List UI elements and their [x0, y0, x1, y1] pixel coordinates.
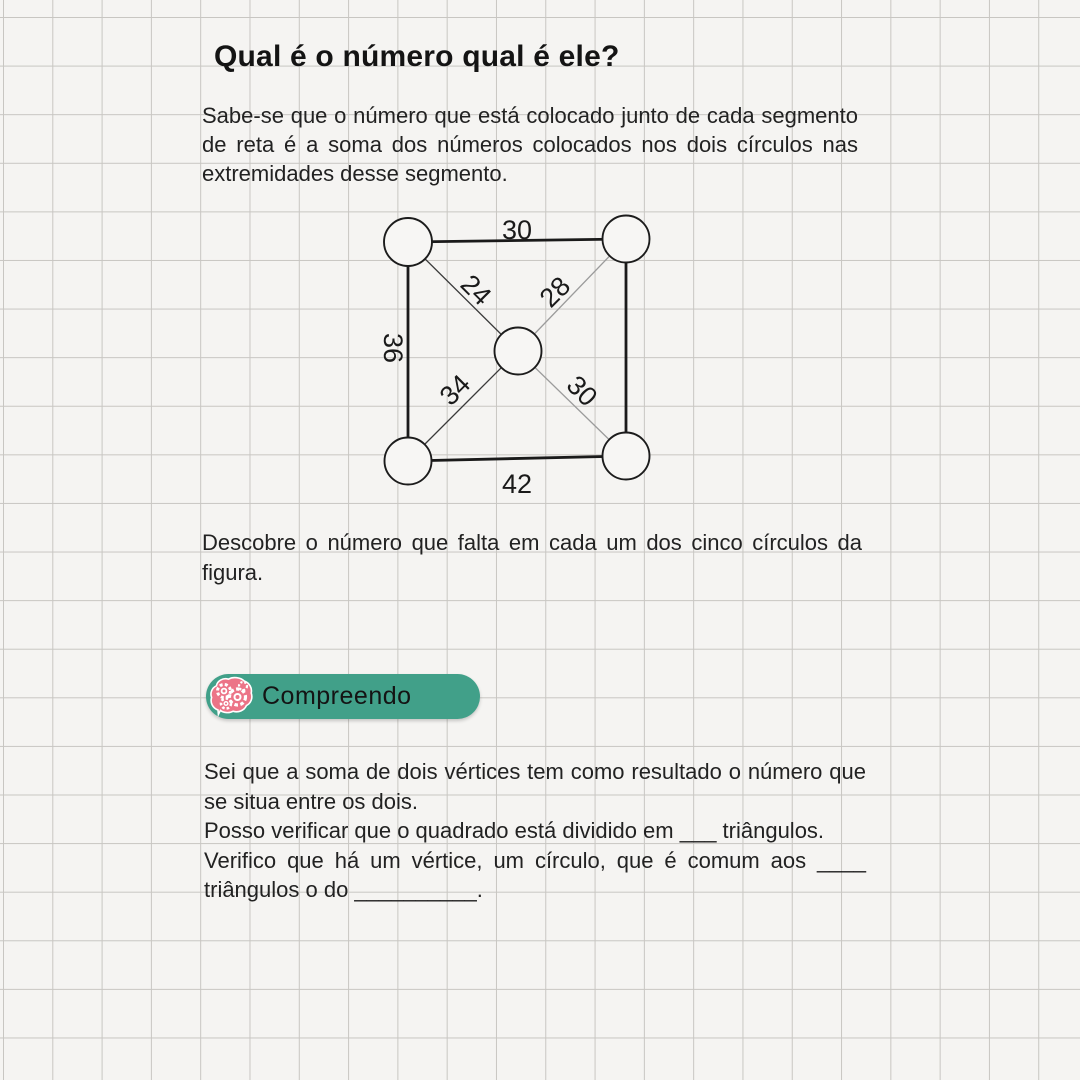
worksheet-sentence-1: Sei que a soma de dois vértices tem como resultado o número que se situa entre os dois.: [204, 759, 866, 814]
node-circle-top-right: [603, 216, 650, 263]
node-circle-bottom-left: [385, 438, 432, 485]
worksheet-sentence-3: Verifico que há um vértice, um círculo, que é comum aos ____ triângulos o do __________.: [204, 847, 866, 902]
task-paragraph: Descobre o número que falta em cada um dos cinco círculos da figura.: [202, 530, 862, 585]
diagonal-label-bottom-right: 30: [560, 369, 604, 413]
edge-bottom-line: [408, 456, 626, 461]
worksheet-sentence-2: Posso verificar que o quadrado está dividido em ___ triângulos.: [204, 818, 825, 843]
compreendo-button-label: Compreendo: [262, 682, 412, 710]
edge-label-top: 30: [501, 215, 533, 245]
edge-label-bottom: 42: [501, 469, 533, 499]
intro-paragraph: Sabe-se que o número que está colocado junto de cada segmento de reta é a soma dos números colocados nos dois círculos nas extremidades desse segmento.: [202, 103, 858, 186]
compreendo-button[interactable]: [206, 674, 480, 719]
node-circle-center: [495, 328, 542, 375]
diagonal-label-bottom-left: 34: [433, 368, 477, 412]
worksheet-text-block: [204, 757, 866, 905]
node-circle-top-left: [384, 218, 432, 266]
sum-square-diagram: [330, 195, 690, 525]
diagonal-label-top-right: 28: [533, 270, 577, 314]
node-circle-bottom-right: [603, 433, 650, 480]
brain-gears-icon: [209, 676, 255, 717]
edge-label-left: 36: [378, 332, 408, 364]
page-title: Qual é o número qual é ele?: [214, 40, 620, 73]
diagonal-label-top-left: 24: [454, 268, 498, 312]
